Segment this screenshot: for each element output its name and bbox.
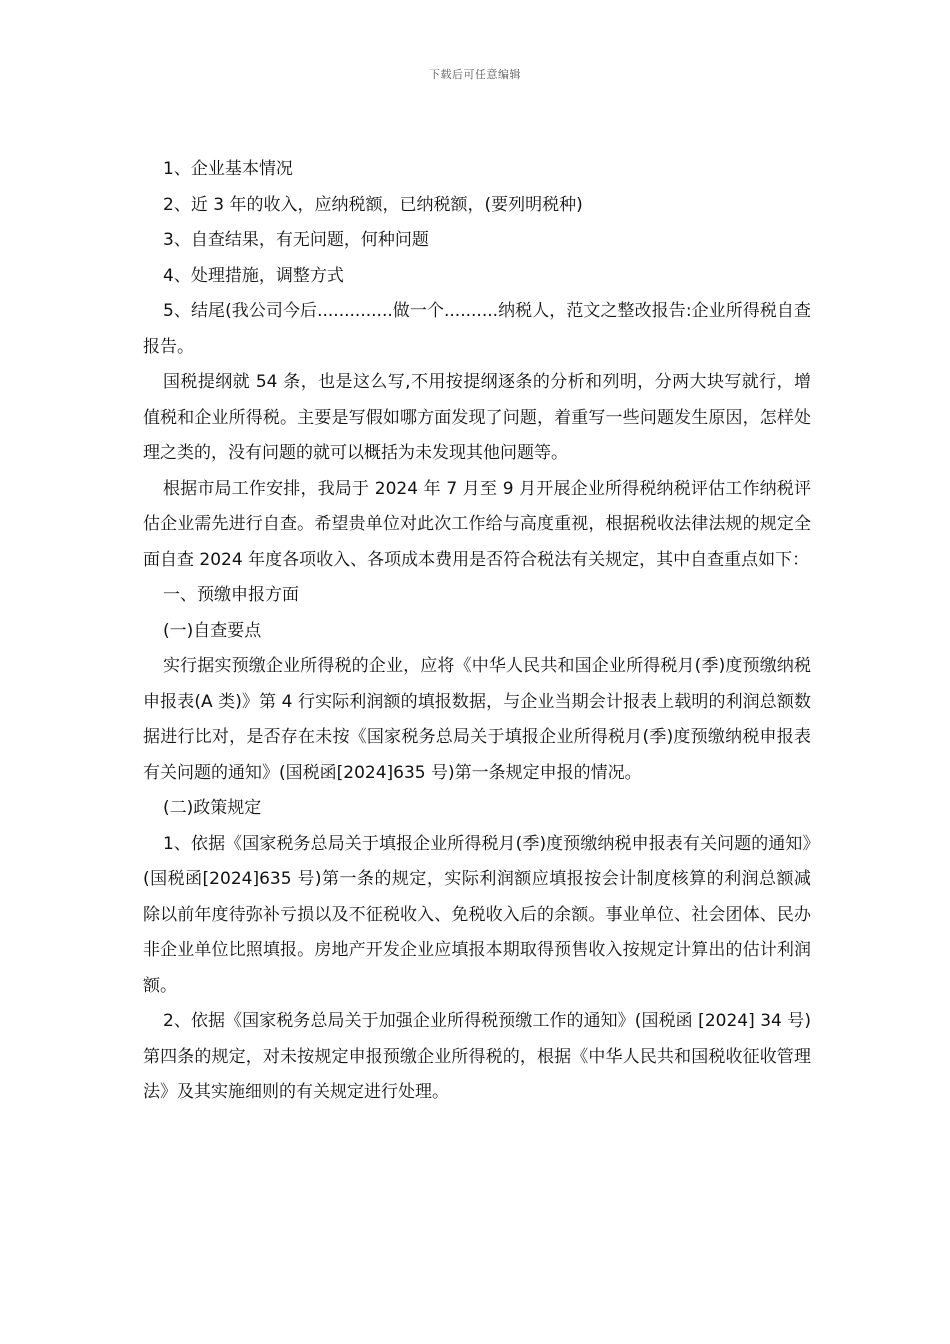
paragraph-arrangement: 根据市局工作安排，我局于 2024 年 7 月至 9 月开展企业所得税纳税评估工作纳税评估企业需先进行自查。希望贵单位对此次工作给与高度重视，根据税收法律法规的规定全面自查 2024 年度各项收入、各项成本费用是否符合税法有关规定，其中自查重点如下： (143, 478, 811, 570)
paragraph-outline: 国税提纲就 54 条，也是这么写,不用按提纲逐条的分析和列明，分两大块写就行，增值税和企业所得税。主要是写假如哪方面发现了问题，着重写一些问题发生原因，怎样处理之类的，没有问题的就可以概括为未发现其他问题等。 (143, 372, 811, 463)
paragraph-measures: 4、处理措施，调整方式 (163, 265, 344, 286)
paragraph-policy-1: 1、依据《国家税务总局关于填报企业所得税月(季)度预缴纳税申报表有关问题的通知》(国税函[2024]635 号)第一条的规定，实际利润额应填报按会计制度核算的利润总额减除以前年度待弥补亏损以及不征税收入、免税收入后的余额。事业单位、社会团体、民办非企业单位比照填报。房地产开发企业应填报本期取得预售收入按规定计算出的估计利润额。 (143, 833, 811, 996)
paragraph-policy-2: 2、依据《国家税务总局关于加强企业所得税预缴工作的通知》(国税函 [2024] 34 号)第四条的规定，对未按规定申报预缴企业所得税的，根据《中华人民共和国税收征收管理法》及其实施细则的有关规定进行处理。 (143, 1011, 811, 1102)
subsection-heading-key-points: (一)自查要点 (163, 620, 262, 641)
paragraph-conclusion: 5、结尾(我公司今后..............做一个..........纳税人，范文之整改报告:企业所得税自查报告。 (143, 301, 811, 357)
paragraph-income-tax: 2、近 3 年的收入，应纳税额，已纳税额，(要列明税种) (163, 194, 583, 215)
paragraph-self-check-result: 3、自查结果，有无问题，何种问题 (163, 230, 429, 250)
page-header: 下载后可任意编辑 (429, 68, 521, 81)
subsection-heading-policy: (二)政策规定 (163, 798, 262, 818)
paragraph-key-points: 实行据实预缴企业所得税的企业，应将《中华人民共和国企业所得税月(季)度预缴纳税申报表(A 类)》第 4 行实际利润额的填报数据，与企业当期会计报表上载明的利润总额数据进行比对，是否存在未按《国家税务总局关于填报企业所得税月(季)度预缴纳税申报表有关问题的通知》(国税函[2024]635 号)第一条规定申报的情况。 (143, 656, 811, 783)
section-heading-prepayment: 一、预缴申报方面 (163, 585, 299, 605)
document-body (143, 152, 811, 1111)
paragraph-basic-info: 1、企业基本情况 (163, 159, 293, 179)
